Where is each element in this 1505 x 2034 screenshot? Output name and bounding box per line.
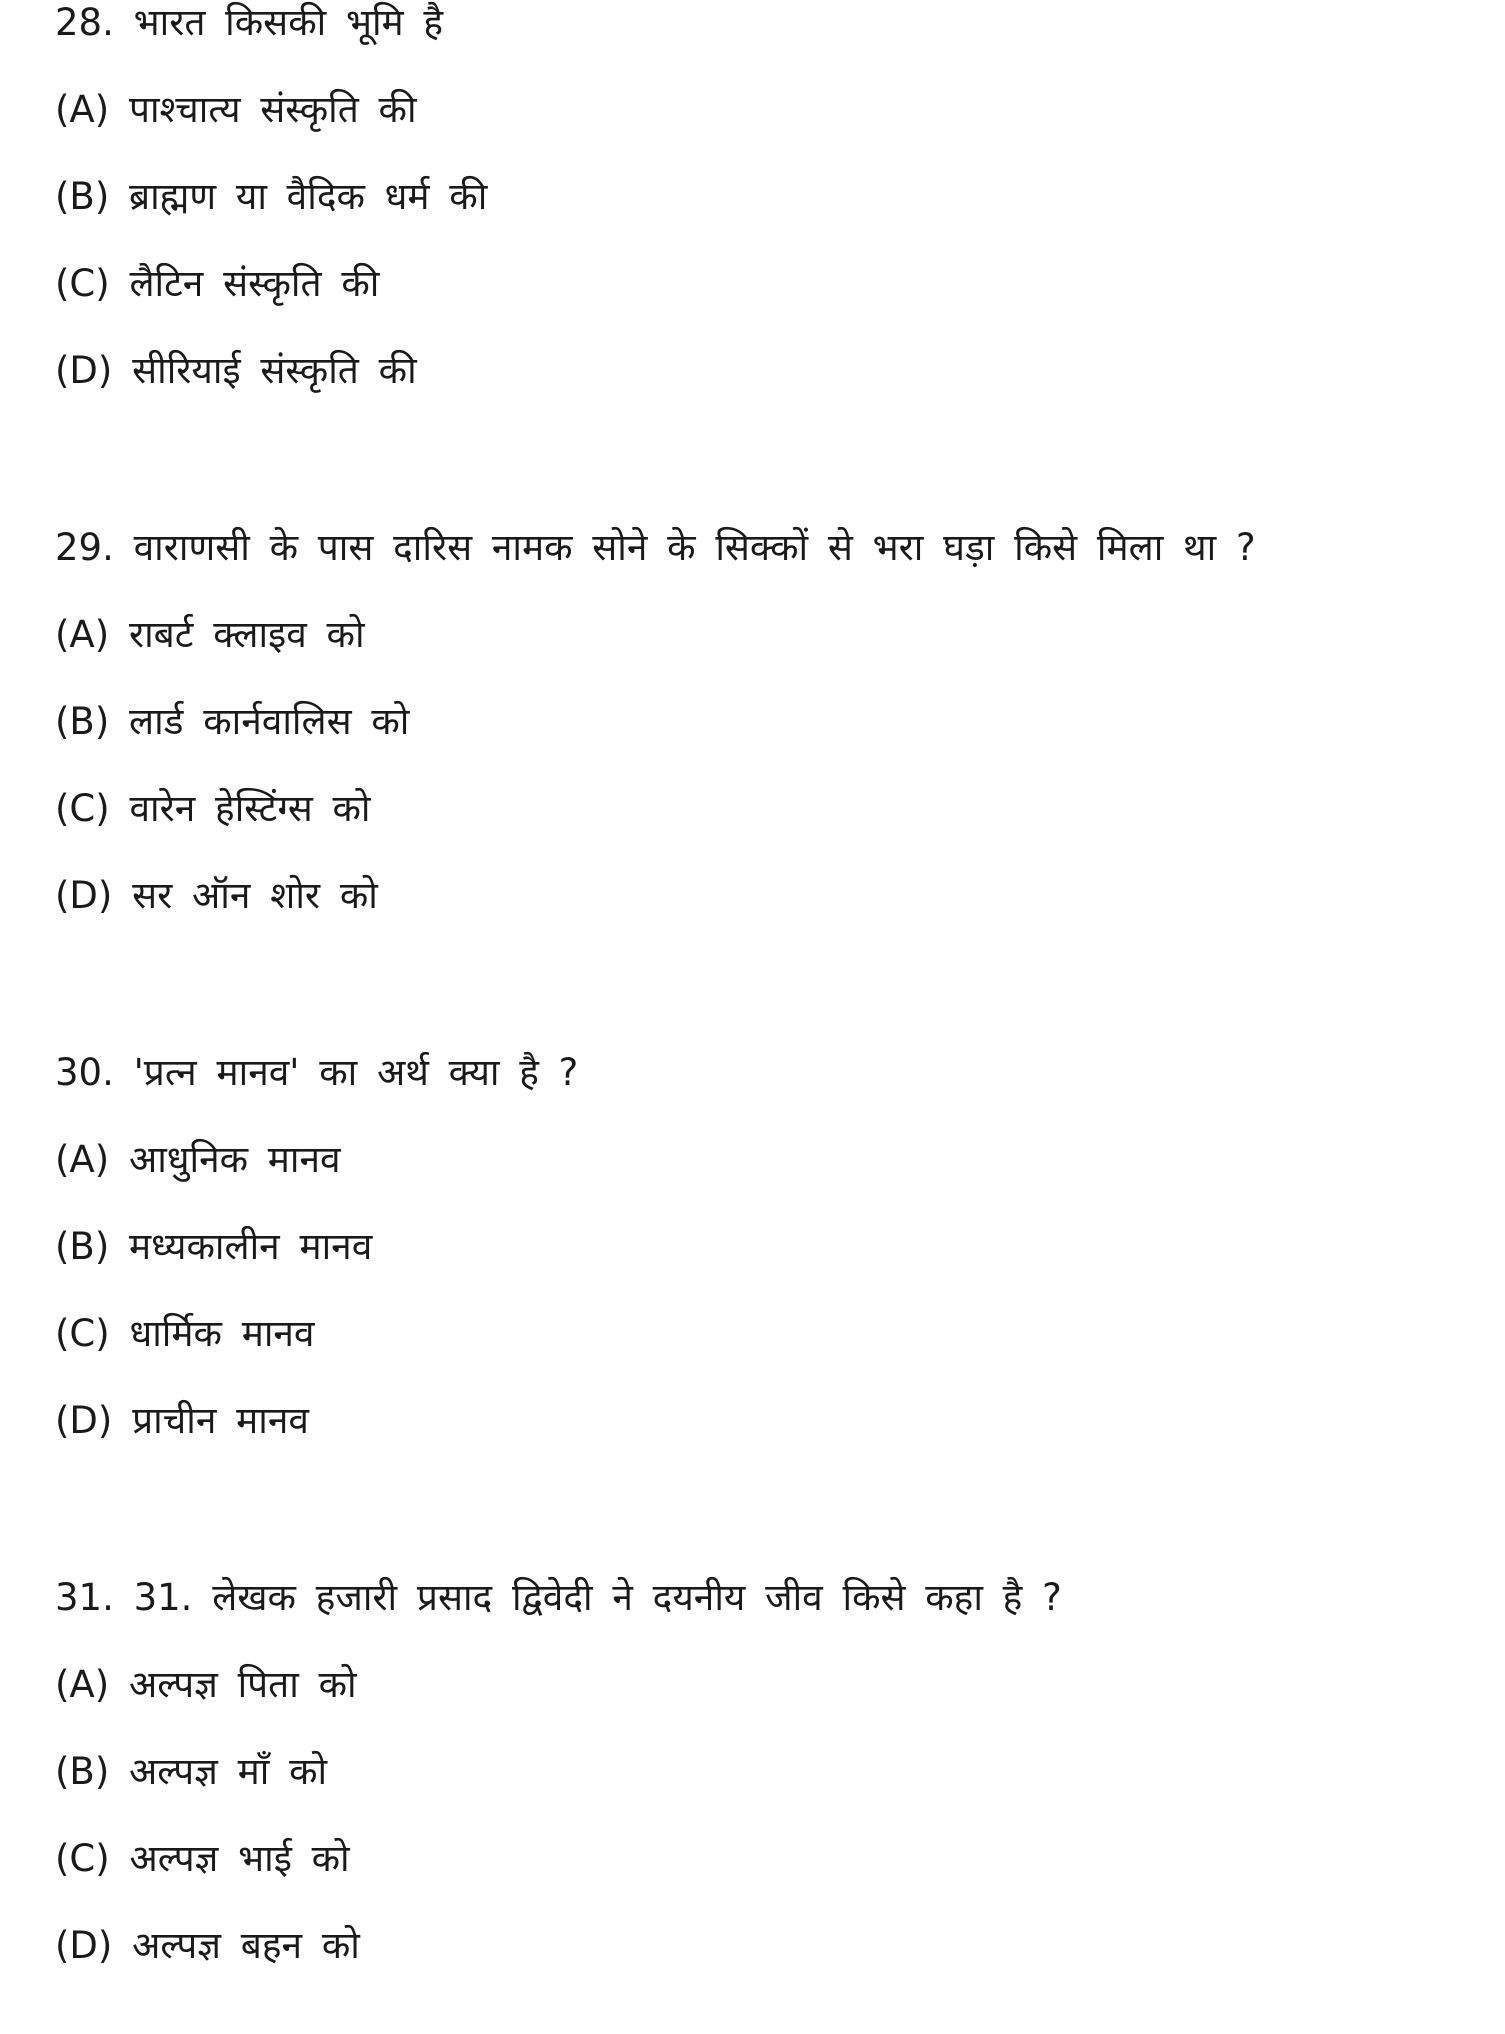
question-31 [55, 1575, 1475, 2010]
option-c: (C) वारेन हेस्टिंग्स को [55, 787, 371, 830]
option-c: (C) अल्पज्ञ भाई को [55, 1837, 350, 1880]
option-a: (A) राबर्ट क्लाइव को [55, 613, 365, 656]
option-d: (D) सर ऑन शोर को [55, 874, 378, 917]
option-a: (A) अल्पज्ञ पिता को [55, 1663, 357, 1706]
option-d: (D) प्राचीन मानव [55, 1399, 309, 1442]
question-prompt: 29. वाराणसी के पास दारिस नामक सोने के सिक्कों से भरा घड़ा किसे मिला था ? [55, 526, 1256, 569]
question-28 [55, 0, 1475, 435]
option-d: (D) सीरियाई संस्कृति की [55, 349, 417, 392]
option-a: (A) आधुनिक मानव [55, 1138, 341, 1181]
question-prompt: 30. 'प्रत्न मानव' का अर्थ क्या है ? [55, 1051, 579, 1094]
question-30 [55, 1050, 1475, 1485]
option-c: (C) धार्मिक मानव [55, 1312, 315, 1355]
question-29 [55, 525, 1475, 960]
option-c: (C) लैटिन संस्कृति की [55, 262, 380, 305]
option-b: (B) मध्यकालीन मानव [55, 1225, 373, 1268]
option-b: (B) लार्ड कार्नवालिस को [55, 700, 410, 743]
option-d: (D) अल्पज्ञ बहन को [55, 1924, 360, 1967]
option-b: (B) अल्पज्ञ माँ को [55, 1750, 328, 1793]
option-b: (B) ब्राह्मण या वैदिक धर्म की [55, 175, 488, 218]
option-a: (A) पाश्चात्य संस्कृति की [55, 88, 417, 131]
question-prompt: 31. 31. लेखक हजारी प्रसाद द्विवेदी ने दयनीय जीव किसे कहा है ? [55, 1576, 1062, 1619]
question-prompt: 28. भारत किसकी भूमि है [55, 1, 444, 44]
